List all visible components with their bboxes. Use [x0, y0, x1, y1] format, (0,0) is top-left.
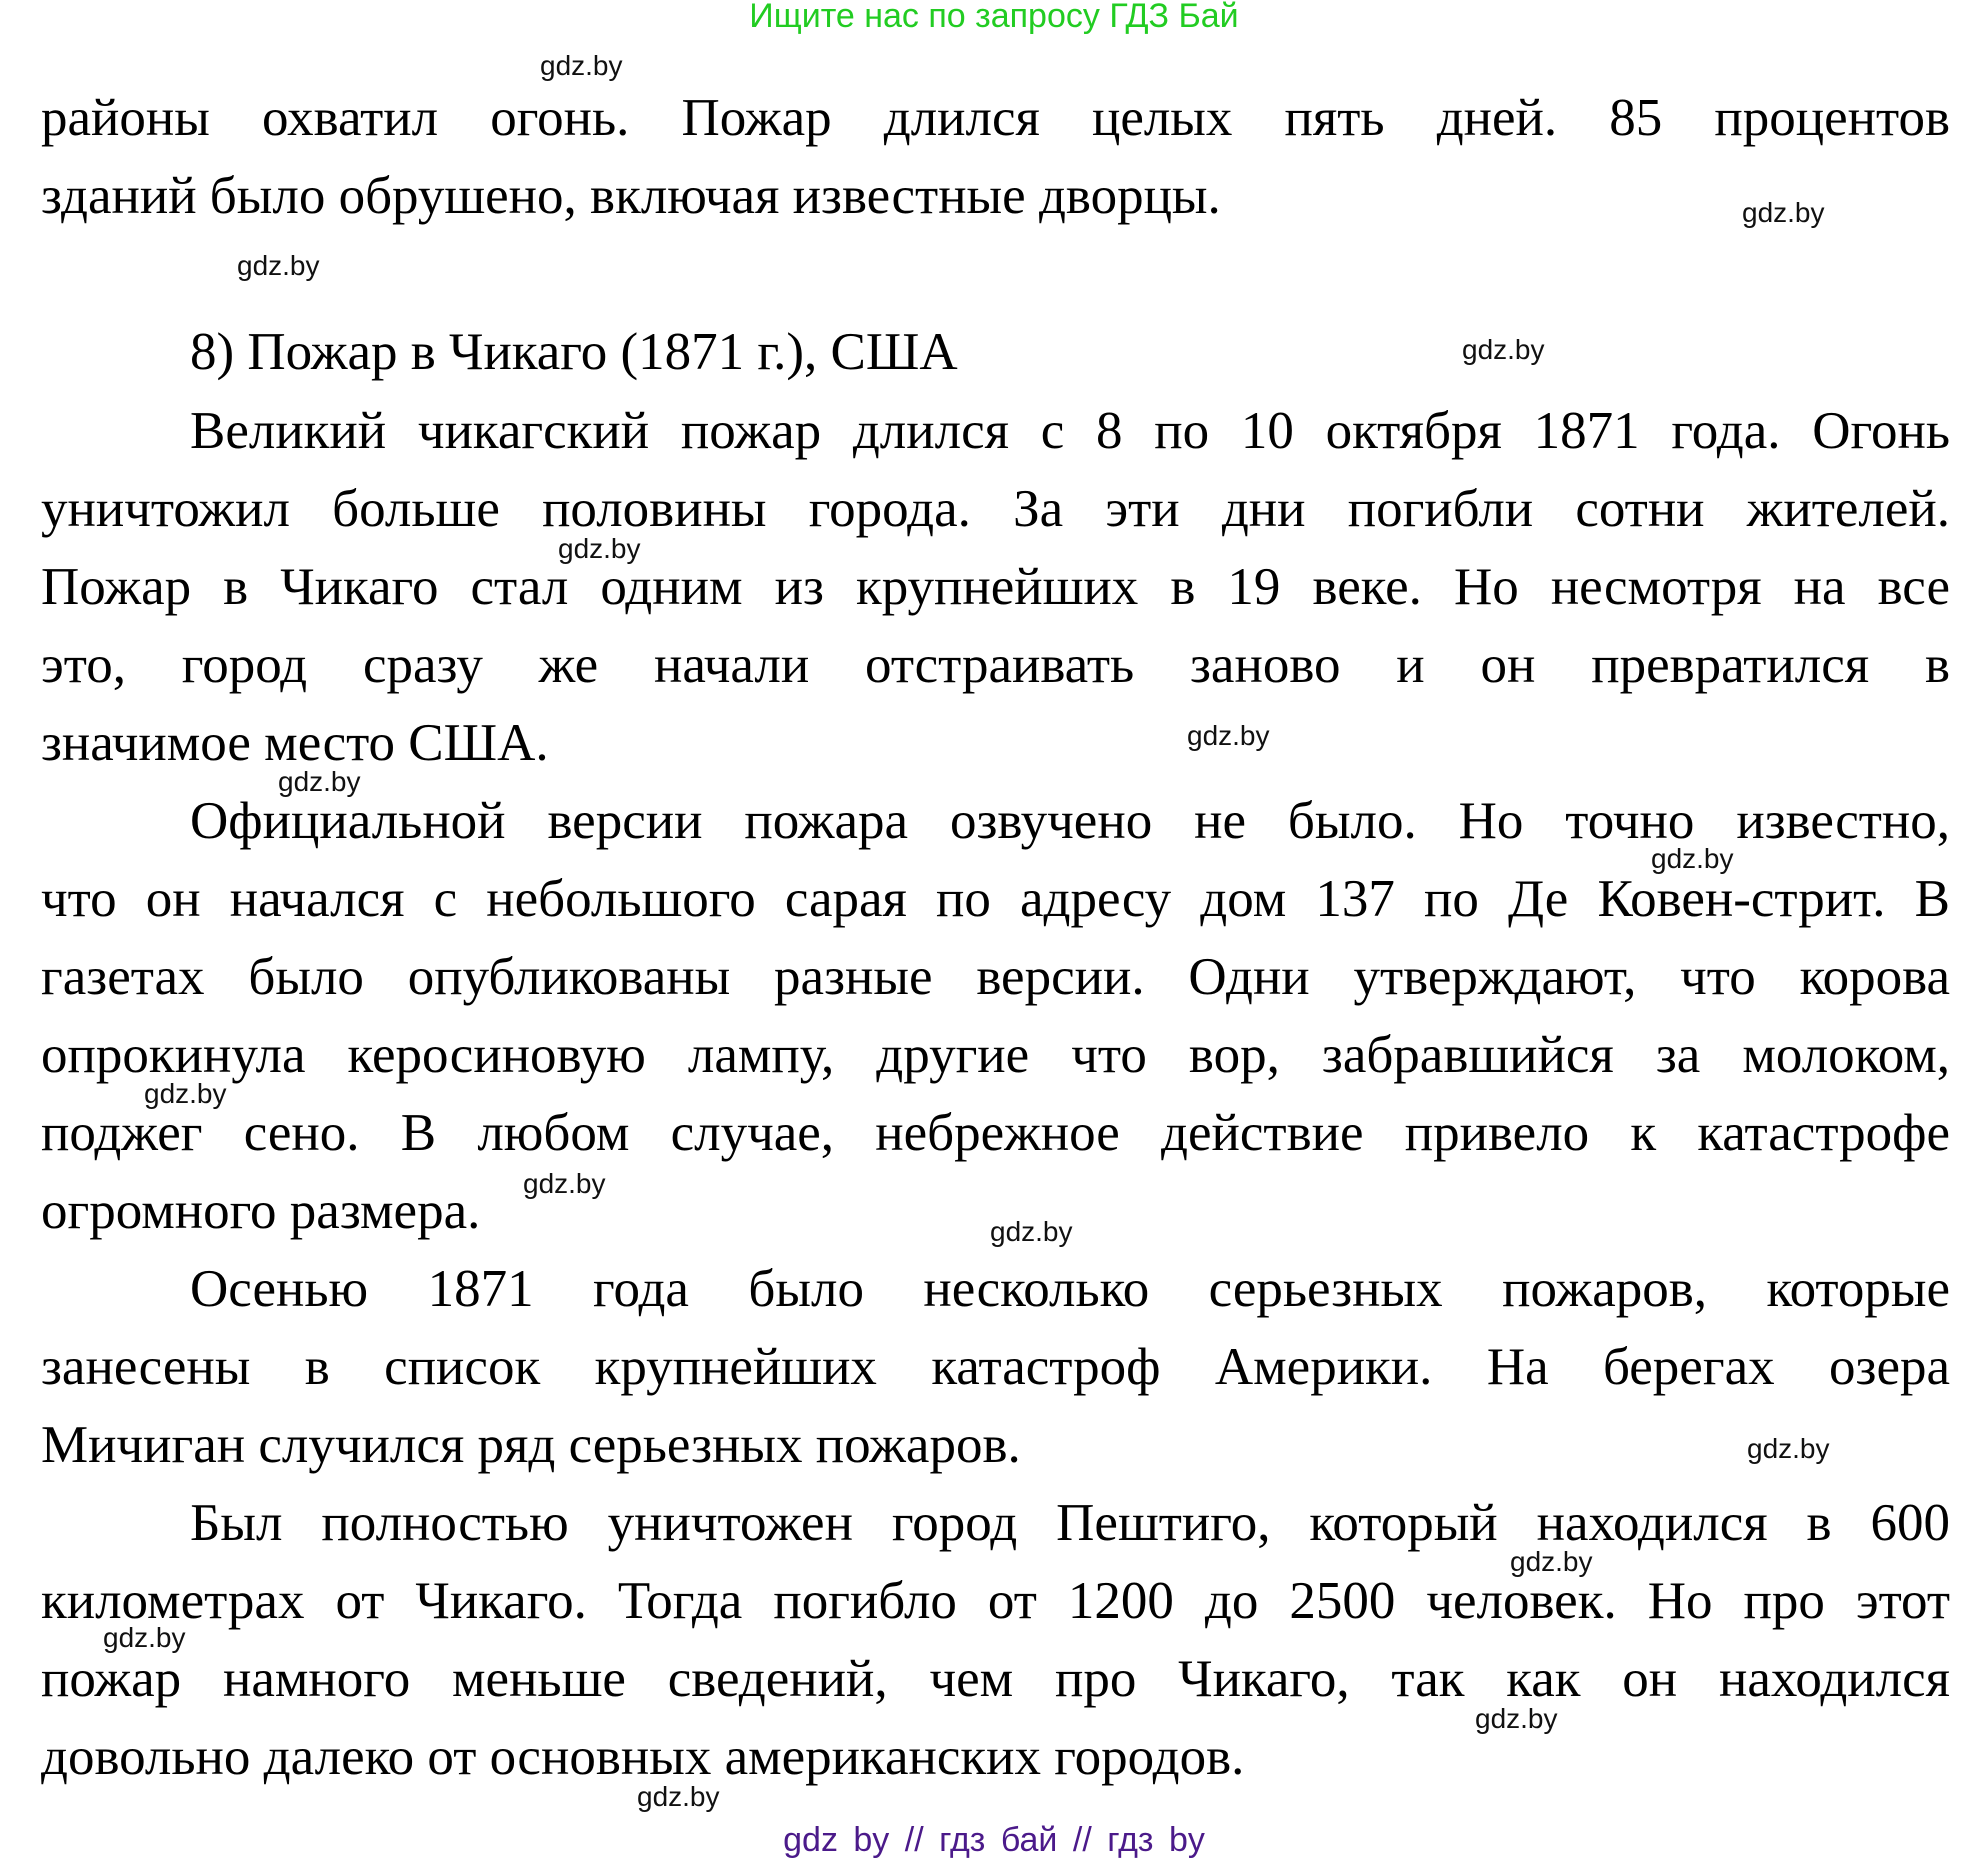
watermark: gdz.by: [237, 250, 320, 281]
text-line: что он начался с небольшого сарая по адресу дом 137 по Де Ковен-стрит. В: [41, 870, 1950, 928]
watermark: gdz.by: [144, 1078, 227, 1109]
text-line: это, город сразу же начали отстраивать заново и он превратился в: [41, 636, 1950, 694]
section-heading: 8) Пожар в Чикаго (1871 г.), США: [190, 323, 958, 381]
watermark: gdz.by: [558, 533, 641, 564]
text-line: довольно далеко от основных американских городов.: [41, 1728, 1245, 1786]
text-line: Официальной версии пожара озвучено не было. Но точно известно,: [190, 792, 1950, 850]
text-line: пожар намного меньше сведений, чем про Чикаго, так как он находился: [41, 1650, 1950, 1708]
watermark: gdz.by: [278, 766, 361, 797]
watermark: gdz.by: [523, 1168, 606, 1199]
text-line: Осенью 1871 года было несколько серьезных пожаров, которые: [190, 1260, 1950, 1318]
watermark: gdz.by: [1187, 720, 1270, 751]
text-line: опрокинула керосиновую лампу, другие что вор, забравшийся за молоком,: [41, 1026, 1950, 1084]
text-line: зданий было обрушено, включая известные дворцы.: [41, 167, 1221, 225]
text-line: Мичиган случился ряд серьезных пожаров.: [41, 1416, 1021, 1474]
text-line: Великий чикагский пожар длился с 8 по 10 октября 1871 года. Огонь: [190, 402, 1950, 460]
text-line: километрах от Чикаго. Тогда погибло от 1200 до 2500 человек. Но про этот: [41, 1572, 1950, 1630]
search-banner: Ищите нас по запросу ГДЗ Бай: [749, 0, 1239, 35]
watermark: gdz.by: [1462, 334, 1545, 365]
watermark: gdz.by: [1510, 1546, 1593, 1577]
text-line: Был полностью уничтожен город Пештиго, который находился в 600: [190, 1494, 1950, 1552]
text-line: занесены в список крупнейших катастроф Америки. На берегах озера: [41, 1338, 1950, 1396]
watermark: gdz.by: [1475, 1703, 1558, 1734]
text-line: огромного размера.: [41, 1182, 481, 1240]
watermark: gdz.by: [103, 1622, 186, 1653]
text-line: поджег сено. В любом случае, небрежное действие привело к катастрофе: [41, 1104, 1950, 1162]
watermark: gdz.by: [1651, 843, 1734, 874]
watermark: gdz.by: [1747, 1433, 1830, 1464]
text-line: значимое место США.: [41, 714, 549, 772]
text-line: районы охватил огонь. Пожар длился целых пять дней. 85 процентов: [41, 89, 1950, 147]
text-line: уничтожил больше половины города. За эти дни погибли сотни жителей.: [41, 480, 1950, 538]
watermark: gdz.by: [637, 1781, 720, 1812]
watermark: gdz.by: [540, 50, 623, 81]
watermark: gdz.by: [990, 1216, 1073, 1247]
text-line: Пожар в Чикаго стал одним из крупнейших в 19 веке. Но несмотря на все: [41, 558, 1950, 616]
footer-links: gdz by // гдз бай // гдз by: [783, 1821, 1205, 1859]
watermark: gdz.by: [1742, 197, 1825, 228]
text-line: газетах было опубликованы разные версии. Одни утверждают, что корова: [41, 948, 1950, 1006]
